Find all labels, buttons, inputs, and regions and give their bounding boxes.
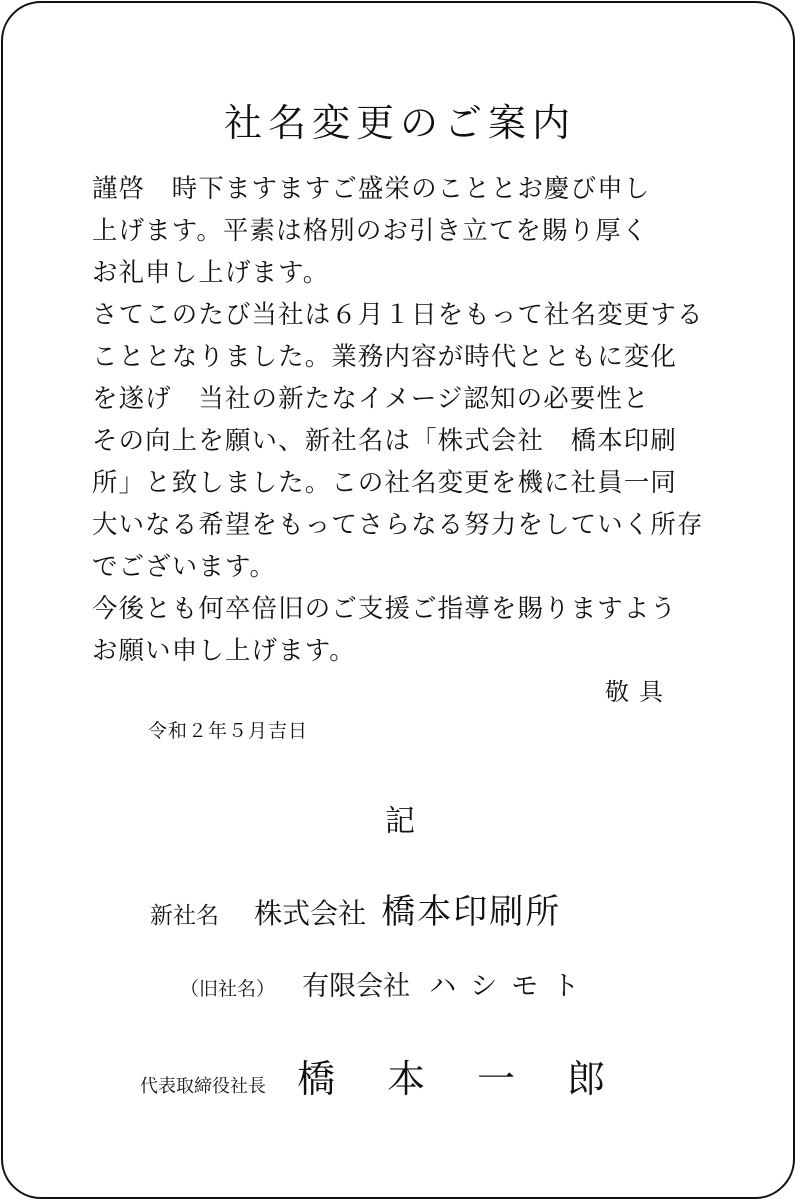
new-company-name: 橋本印刷所 [381, 892, 562, 932]
representative-row [140, 1048, 657, 1103]
body-line: 謹啓 時下ますますご盛栄のこととお慶び申し [92, 173, 651, 203]
body-line: でございます。 [92, 551, 277, 581]
representative-title: 代表取締役社長 [140, 1076, 266, 1097]
body-line: こととなりました。業務内容が時代とともに変化 [92, 341, 677, 371]
document-title: 社名変更のご案内 [223, 101, 576, 145]
new-company-name-row [150, 884, 561, 933]
body-line: お礼申し上げます。 [92, 257, 330, 287]
body-line: お願い申し上げます。 [92, 635, 356, 665]
ki-heading: 記 [385, 804, 415, 839]
representative-name: 橋本一郎 [297, 1057, 658, 1101]
new-name-label: 新社名 [150, 903, 219, 929]
closing-phrase: 敬具 [605, 678, 673, 706]
old-company-name-row [180, 964, 593, 1003]
date-line: 令和２年５月吉日 [148, 720, 309, 742]
body-line: を遂げ 当社の新たなイメージ認知の必要性と [92, 383, 650, 413]
body-line: その向上を願い、新社名は「株式会社 橋本印刷 [92, 425, 677, 455]
body-line: 所」と致しました。この社名変更を機に社員一同 [92, 467, 677, 497]
new-company-type: 株式会社 [254, 897, 367, 930]
old-company-type: 有限会社 [302, 971, 411, 1002]
old-company-name: ハシモト [429, 971, 594, 1002]
body-line: さてこのたび当社は６月１日をもって社名変更する [92, 299, 704, 329]
body-text [92, 167, 732, 671]
old-name-label: （旧社名） [180, 978, 276, 1000]
body-line: 上げます。平素は格別のお引き立てを賜り厚く [92, 215, 649, 245]
body-line: 大いなる希望をもってさらなる努力をしていく所存 [92, 509, 704, 539]
body-line: 今後とも何卒倍旧のご支援ご指導を賜りますよう [92, 593, 677, 623]
